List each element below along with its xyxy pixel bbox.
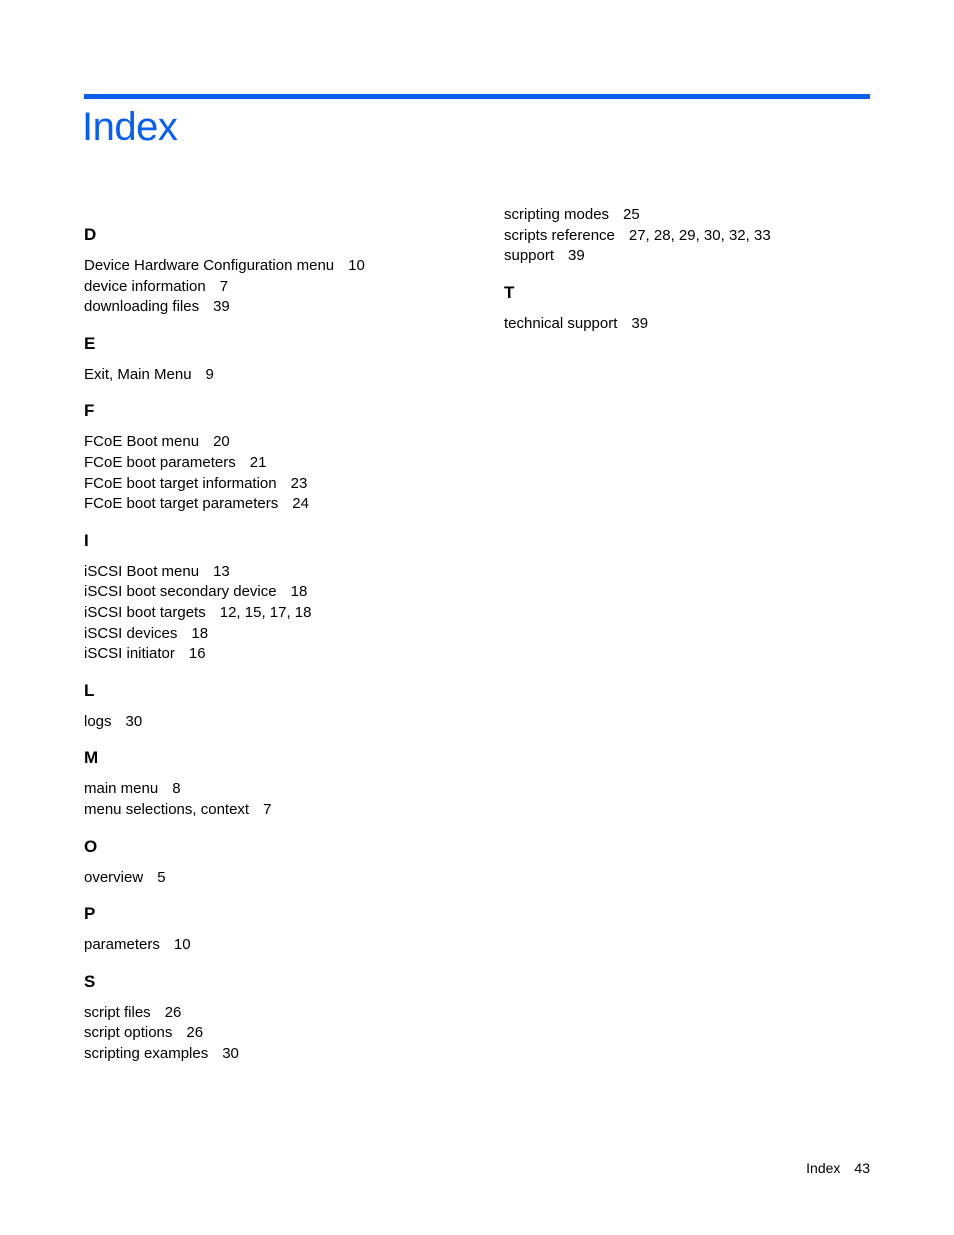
- index-entry: [84, 474, 484, 495]
- index-term: script files: [84, 1003, 151, 1021]
- index-page-refs[interactable]: 10: [348, 257, 365, 274]
- index-entry: [84, 624, 484, 645]
- index-entry: [84, 779, 484, 800]
- index-term: iSCSI boot targets: [84, 603, 206, 621]
- footer-label: Index: [806, 1160, 841, 1176]
- index-page-refs[interactable]: 7: [219, 277, 229, 295]
- index-page-refs[interactable]: 30: [125, 712, 143, 730]
- index-group: [504, 282, 884, 335]
- index-page-refs[interactable]: 26: [164, 1003, 182, 1021]
- index-term: FCoE boot target parameters: [84, 495, 279, 513]
- index-page-refs[interactable]: 27, 28, 29, 30, 32, 33: [628, 226, 771, 244]
- footer-page-number: 43: [854, 1160, 870, 1176]
- index-entry: [84, 582, 484, 603]
- index-term: support: [504, 247, 555, 265]
- index-page-refs[interactable]: 7: [263, 800, 272, 818]
- index-group: [84, 333, 484, 386]
- index-entry: [84, 935, 484, 956]
- index-term: scripting modes: [504, 206, 610, 223]
- index-group: [84, 680, 484, 733]
- index-term: FCoE boot parameters: [84, 453, 236, 471]
- index-entry: [84, 1003, 484, 1024]
- index-entry: [504, 314, 884, 335]
- index-entry: [84, 800, 484, 821]
- index-letter-heading: P: [84, 904, 96, 924]
- page-footer: [806, 1158, 870, 1178]
- index-letter-heading: E: [84, 333, 96, 353]
- index-entry: [84, 297, 484, 318]
- page-title: Index: [82, 105, 178, 149]
- index-letter-heading: S: [84, 971, 96, 991]
- index-term: FCoE boot target information: [84, 474, 277, 492]
- index-letter-heading: O: [84, 836, 98, 856]
- index-group: [84, 971, 484, 1065]
- index-column-right: [504, 205, 884, 349]
- index-term: scripts reference: [504, 226, 615, 244]
- index-term: iSCSI devices: [84, 624, 178, 642]
- index-term: main menu: [84, 780, 159, 798]
- title-rule: [84, 94, 870, 99]
- index-page-refs[interactable]: 18: [290, 583, 308, 601]
- index-letter-heading: L: [84, 680, 95, 700]
- index-page-refs[interactable]: 10: [173, 936, 191, 954]
- index-term: downloading files: [84, 298, 200, 316]
- index-term: iSCSI boot secondary device: [84, 583, 277, 601]
- index-entry: [84, 562, 484, 583]
- index-page-refs[interactable]: 9: [205, 365, 214, 383]
- index-entry: [84, 277, 484, 298]
- index-entry: [84, 1023, 484, 1044]
- index-term: iSCSI Boot menu: [84, 562, 200, 580]
- index-page-refs[interactable]: 21: [249, 453, 267, 471]
- index-entry: [84, 453, 484, 474]
- index-column-left: [84, 224, 484, 1079]
- index-term: device information: [84, 277, 206, 295]
- index-page-refs[interactable]: 26: [186, 1024, 204, 1042]
- index-page-refs[interactable]: 8: [172, 780, 181, 798]
- index-letter-heading: I: [84, 530, 89, 550]
- index-entry: [84, 603, 484, 624]
- index-entry: [84, 494, 484, 515]
- index-entry: [84, 1044, 484, 1065]
- index-letter-heading: D: [84, 225, 97, 244]
- index-term: technical support: [504, 314, 618, 332]
- index-letter-heading: M: [84, 748, 99, 768]
- index-group: [84, 530, 484, 665]
- index-term: Device Hardware Configuration menu: [84, 257, 335, 274]
- index-group: [84, 400, 484, 514]
- index-term: logs: [84, 712, 112, 730]
- index-entry: [84, 868, 484, 889]
- index-page-refs[interactable]: 39: [213, 298, 230, 316]
- index-entry: [504, 205, 884, 226]
- index-letter-heading: T: [504, 282, 515, 302]
- index-page-refs[interactable]: 24: [292, 495, 309, 513]
- index-group: [84, 224, 484, 318]
- index-term: parameters: [84, 936, 160, 954]
- index-page-refs[interactable]: 20: [213, 433, 230, 451]
- index-group: [504, 205, 884, 267]
- index-entry: [84, 432, 484, 453]
- index-term: menu selections, context: [84, 800, 250, 818]
- index-term: Exit, Main Menu: [84, 365, 192, 383]
- index-term: FCoE Boot menu: [84, 433, 200, 451]
- index-entry: [84, 644, 484, 665]
- index-term: iSCSI initiator: [84, 645, 175, 663]
- index-term: overview: [84, 868, 144, 886]
- index-page-refs[interactable]: 23: [290, 474, 308, 492]
- index-page-refs[interactable]: 13: [213, 562, 230, 580]
- index-entry: [84, 365, 484, 386]
- index-group: [84, 903, 484, 956]
- index-page-refs[interactable]: 30: [222, 1044, 239, 1062]
- index-group: [84, 836, 484, 889]
- index-page-refs[interactable]: 5: [157, 868, 166, 886]
- index-page-refs[interactable]: 18: [191, 624, 209, 642]
- index-group: [84, 747, 484, 820]
- index-page-refs[interactable]: 39: [631, 314, 649, 332]
- index-page-refs[interactable]: 16: [188, 645, 206, 663]
- index-page-refs[interactable]: 39: [568, 247, 585, 265]
- index-letter-heading: F: [84, 401, 95, 421]
- index-page-refs[interactable]: 12, 15, 17, 18: [219, 603, 312, 621]
- index-term: scripting examples: [84, 1044, 209, 1062]
- index-term: script options: [84, 1024, 173, 1042]
- index-entry: [504, 246, 884, 267]
- index-entry: [504, 226, 884, 247]
- index-entry: [84, 256, 484, 277]
- index-entry: [84, 712, 484, 733]
- index-page-refs[interactable]: 25: [623, 206, 640, 223]
